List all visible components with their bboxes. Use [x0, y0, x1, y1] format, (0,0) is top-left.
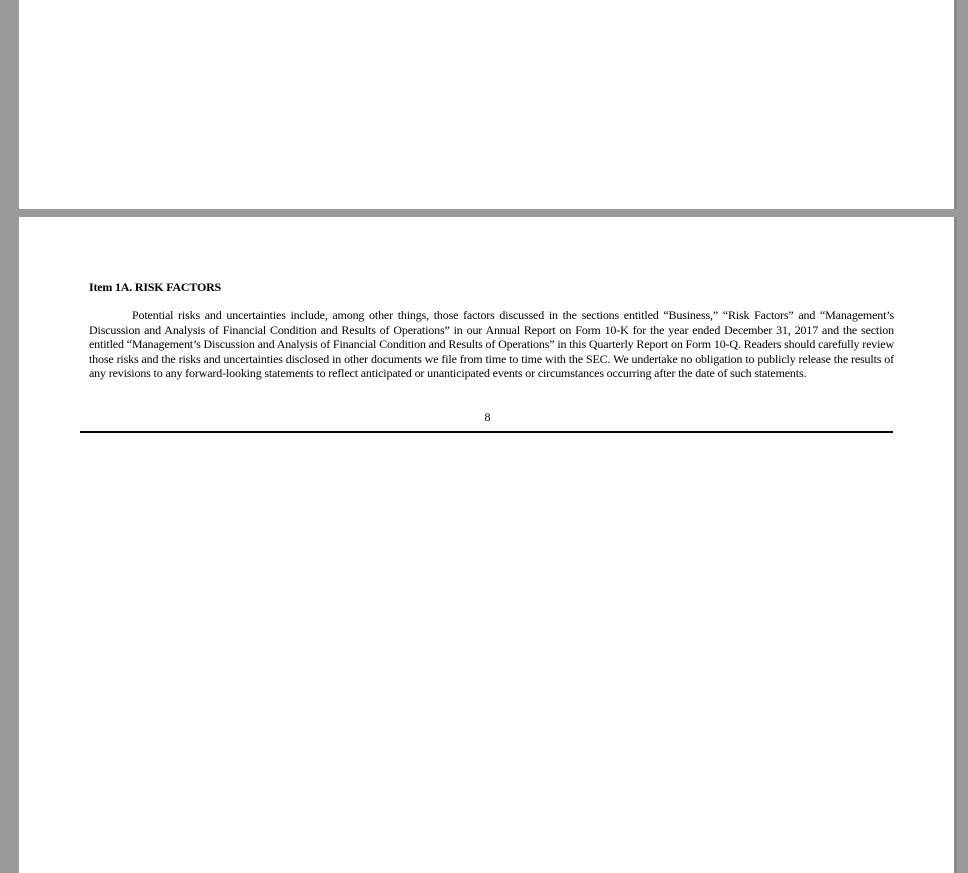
page-shadow: [954, 217, 957, 873]
page-number: 8: [484, 410, 491, 424]
risk-factors-paragraph: Potential risks and uncertainties include, among other things, those factors discussed in the sections entitled “Business,” “Risk Factors” and “Management’s Discussion and Analysis of Financial Condition and Results of Operations” in our Annual Report on Form 10-K for the year ended December 31, 2017 and the section entitled “Management’s Discussion and Analysis of Financial Condition and Results of Operations” in this Quarterly Report on Form 10-Q. Readers should carefully review those risks and the risks and uncertainties disclosed in other documents we file from time to time with the SEC. We undertake no obligation to publicly release the results of any revisions to any forward-looking statements to reflect anticipated or unanticipated events or circumstances occurring after the date of such statements.: [89, 308, 894, 381]
page-shadow: [954, 0, 957, 209]
previous-page: [19, 0, 954, 209]
section-heading: Item 1A. RISK FACTORS: [89, 280, 222, 294]
page-divider-rule: [80, 431, 893, 433]
current-page: [19, 217, 954, 873]
